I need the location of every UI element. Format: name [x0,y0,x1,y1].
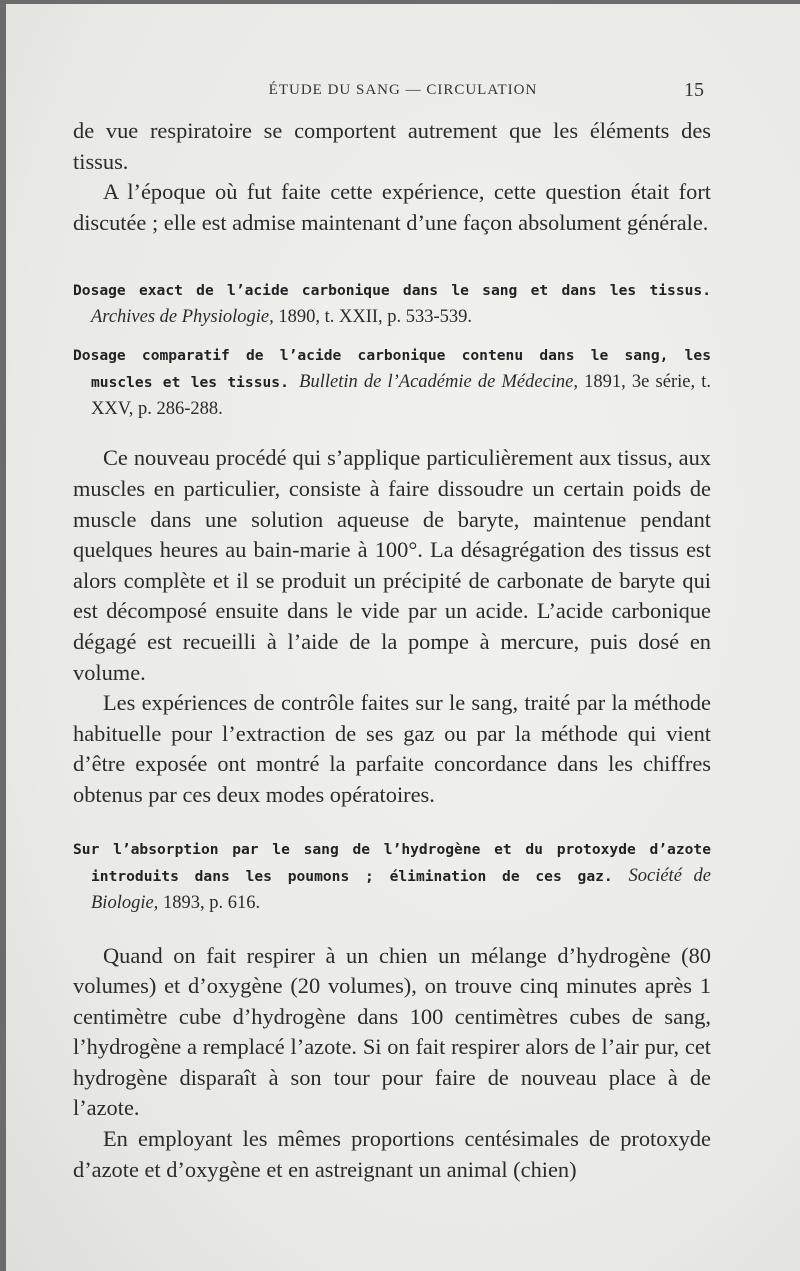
page-header [6,79,800,104]
scanned-page [6,4,800,1271]
reference-details: 1890, t. XXII, p. 533-539. [273,307,473,328]
paragraph: Quand on fait respirer à un chien un mélange d’hydrogène (80 volumes) et d’oxygène (20 volumes), on trouve cinq minutes après 1 centimètre cube d’hydrogène dans 100 centimètres cubes de sang, l’hydrogène a remplacé l’azote. Si on fait respirer alors de l’air pur, cet hydrogène disparaît à son tour pour faire de nouveau place à de l’azote. [73,942,711,1121]
reference-title: Dosage comparatif de l’acide carbonique contenu dans le sang, les muscles et les tissus. [73,347,711,392]
paragraph: Les expériences de contrôle faites sur le sang, traité par la méthode habituelle pour l’extraction de ses gaz ou par la méthode qui vient d’être exposée ont montré la parfaite concordance dans les chiffres obtenus par ces deux modes opératoires. [73,690,711,807]
reference-journal: Archives de Physiologie, [91,307,274,328]
paragraph: A l’époque où fut faite cette expérience, cette question était fort discutée ; elle est admise maintenant d’une façon absolument générale. [73,179,711,235]
running-head: ÉTUDE DU SANG — CIRCULATION [268,82,538,98]
paragraph-continuation: de vue respiratoire se comportent autrement que les éléments des tissus. [73,118,711,174]
reference-details: 1891, 3e série, t. XXV, p. 286-288. [91,372,711,420]
reference-title: Sur l’absorption par le sang de l’hydrogène et du protoxyde d’azote introduits dans les poumons ; élimination de ces gaz. [73,840,711,885]
page-body [73,116,711,1185]
paragraph: Ce nouveau procédé qui s’applique particulièrement aux tissus, aux muscles en particulier, consiste à faire dissoudre un certain poids de muscle dans une solution aqueuse de baryte, maintenue pendant quelques heures au bain-marie à 100°. La désagrégation des tissus est alors complète et il se produit un précipité de carbonate de baryte qui est décomposé ensuite dans le vide par un acide. L’acide carbonique dégagé est recueilli à l’aide de la pompe à mercure, puis dosé en volume. [73,445,711,685]
paragraph: En employant les mêmes proportions centésimales de protoxyde d’azote et d’oxygène et en astreignant un animal (chien) [73,1126,711,1182]
reference-entry [73,343,711,423]
reference-entry [73,278,711,331]
reference-title: Dosage exact de l’acide carbonique dans le sang et dans les tissus. [73,282,711,300]
reference-entry [73,837,711,917]
page-number: 15 [684,79,704,101]
reference-journal: Bulletin de l’Académie de Médecine, [299,372,579,393]
reference-details: 1893, p. 616. [158,892,261,913]
reference-journal: Société de Biologie, [91,865,712,913]
